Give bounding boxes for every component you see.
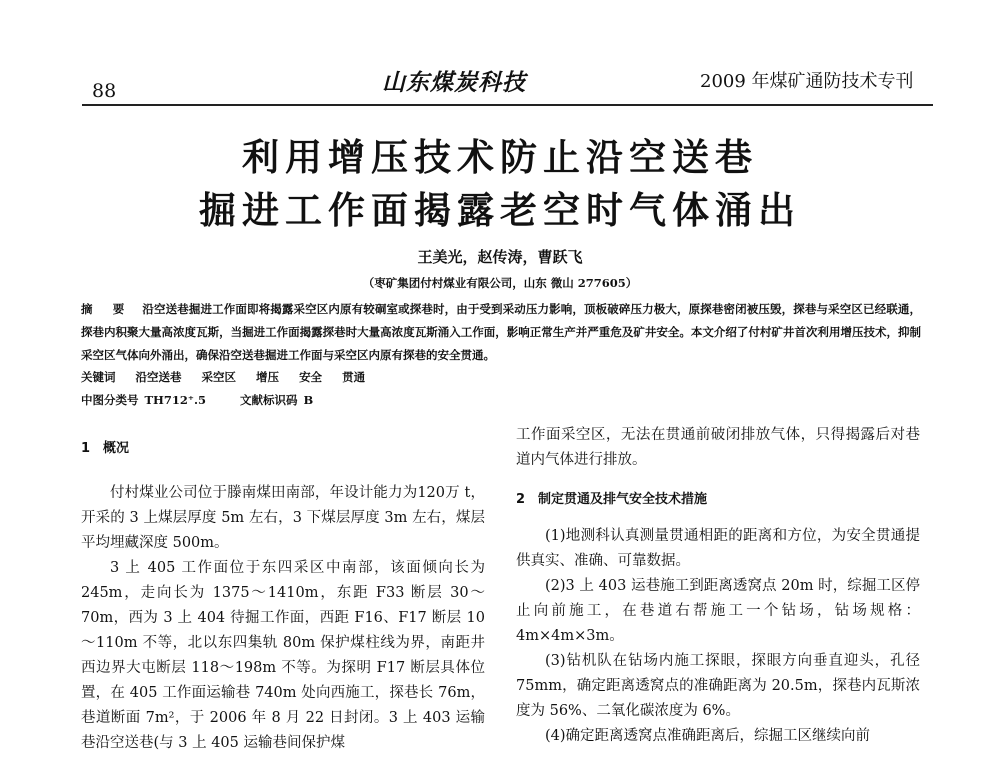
list-item: (2)3 上 403 运巷施工到距离透窝点 20m 时，综掘工区停止向前施工，在巷道右帮施工一个钻场，钻场规格：4m×4m×3m。 — [516, 578, 920, 644]
doc-code: B — [303, 393, 314, 407]
classification — [81, 392, 319, 408]
keyword: 贯通 — [342, 370, 366, 384]
paragraph: 付村煤业公司位于滕南煤田南部，年设计能力为120万 t，开采的 3 上煤层厚度 5m 左右，3 下煤层厚度 3m 左右，煤层平均埋藏深度 500m。 — [81, 485, 485, 551]
keywords-label: 关键词 — [81, 370, 116, 384]
section-heading: 2 制定贯通及排气安全技术措施 — [516, 492, 708, 507]
classification-code: TH712⁺.5 — [144, 393, 207, 407]
keyword: 采空区 — [201, 370, 237, 384]
left-column — [81, 420, 485, 756]
section-heading: 1 概况 — [81, 441, 130, 456]
abstract-label: 摘 要 — [81, 302, 133, 316]
keywords — [81, 369, 381, 385]
keyword: 增压 — [256, 370, 280, 384]
authors: 王美光，赵传涛，曹跃飞 — [417, 248, 583, 266]
page-number: 88 — [92, 80, 117, 102]
list-item: (3)钻机队在钻场内施工探眼，探眼方向垂直迎头，孔径 75mm，确定距离透窝点的准确距离为 20.5m，探巷内瓦斯浓度为 56%、二氧化碳浓度为 6%。 — [516, 653, 920, 719]
list-item: (4)确定距离透窝点准确距离后，综掘工区继续向前 — [545, 728, 871, 744]
journal-masthead: 山东煤炭科技 — [382, 69, 526, 96]
title-line-1: 利用增压技术防止沿空送巷 — [242, 135, 758, 179]
header-rule — [82, 104, 933, 106]
right-column — [516, 423, 920, 749]
title-line-2: 掘进工作面揭露老空时气体涌出 — [199, 188, 801, 232]
paragraph: 工作面采空区，无法在贯通前破闭排放气体，只得揭露后对巷道内气体进行排放。 — [516, 427, 920, 468]
doc-code-label: 文献标识码 — [240, 393, 298, 407]
abstract-text: 沿空送巷掘进工作面即将揭露采空区内原有较硐室或探巷时，由于受到采动压力影响，顶板破碎压力极大，原探巷密闭被压毁，探巷与采空区已经联通，探巷内积聚大量高浓度瓦斯，当掘进工作面揭露探巷时大量高浓度瓦斯涌入工作面，影响正常生产并严重危及矿井安全。本文介绍了付村矿井首次利用增压技术，抑制采空区气体向外涌出，确保沿空送巷掘进工作面与采空区内原有探巷的安全贯通。 — [81, 302, 921, 362]
paragraph: 3 上 405 工作面位于东四采区中南部，该面倾向长为 245m，走向长为 1375～1410m，东距 F33 断层 30～70m，西为 3 上 404 待掘工作面，西距 F16、F17 断层 10～110m 不等，北以东四集轨 80m 保护煤柱线为界，南距井西边界大屯断层 118～198m 不等。为探明 F17 断层具体位置，在 405 工作面运输巷 740m 处向西施工，探巷长 76m，巷道断面 7m²，于 2006 年 8 月 22 日封闭。3 上 403 运输巷沿空送巷(与 3 上 405 运输巷间保护煤 — [81, 560, 485, 751]
affiliation: （枣矿集团付村煤业有限公司，山东 微山 277605） — [362, 276, 638, 290]
classification-label: 中图分类号 — [81, 393, 139, 407]
list-item: (1)地测科认真测量贯通相距的距离和方位，为安全贯通提供真实、准确、可靠数据。 — [516, 528, 920, 569]
abstract — [81, 298, 921, 367]
keyword: 沿空送巷 — [135, 370, 182, 384]
keyword: 安全 — [299, 370, 323, 384]
issue-label: 2009 年煤矿通防技术专刊 — [700, 71, 914, 92]
